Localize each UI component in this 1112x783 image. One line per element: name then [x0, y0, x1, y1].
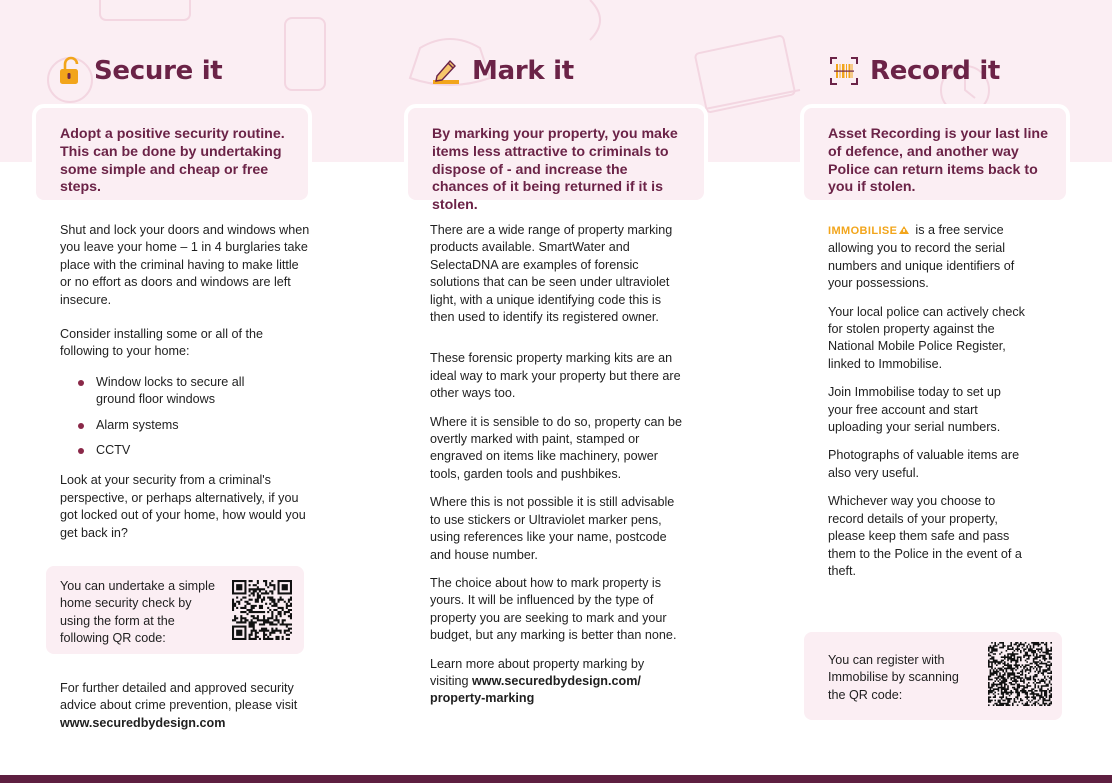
mark-para-2: These forensic property marking kits are an ideal way to mark your property but there are other ways too. [430, 351, 681, 401]
secure-qr-box [46, 566, 304, 654]
record-para-1 [828, 222, 1028, 293]
mark-intro-box [408, 108, 704, 214]
record-para-5: Whichever way you choose to record details of your property, please keep them safe and pass them to the Police in the event of a theft. [828, 494, 1022, 578]
record-intro: Asset Recording is your last line of defence, and another way Police can return items back to you if stolen. [828, 126, 1048, 196]
secure-footer-text: For further detailed and approved security advice about crime prevention, please visit [60, 681, 298, 713]
secure-header [58, 56, 222, 86]
mark-intro: By marking your property, you make items less attractive to criminals to dispose of - and increase the chances of it being returned if it is stolen. [432, 126, 678, 214]
record-para-3: Join Immobilise today to set up your free account and start uploading your serial numbers. [828, 385, 1001, 435]
record-title: Record it [870, 56, 1001, 86]
record-body [828, 222, 1028, 580]
mark-body [430, 222, 682, 708]
record-para-1-text: is a free service allowing you to record the serial numbers and unique identifiers of your possessions. [828, 223, 1015, 291]
mark-title: Mark it [472, 56, 574, 86]
record-para-2: Your local police can actively check for stolen property against the National Mobile Police Register, linked to Immobilise. [828, 304, 1025, 371]
mark-footer-text: Learn more about property marking by visiting [430, 656, 645, 688]
secure-footer-link[interactable]: www.securedbydesign.com [60, 715, 226, 730]
secure-intro-box [36, 108, 308, 200]
secure-qr-text: You can undertake a simple home security check by using the form at the following QR code: [60, 579, 215, 646]
mark-para-3: Where it is sensible to do so, property can be overtly marked with paint, stamped or engraved on items like machinery, power tools, garden tools and pushbikes. [430, 414, 683, 481]
mark-header [430, 56, 574, 86]
list-item: CCTV [60, 442, 312, 459]
mark-footer [430, 656, 682, 708]
secure-para-1: Shut and lock your doors and windows when you leave your home – 1 in 4 burglaries take place with the criminal having to make little or no effort as doors and windows are left insecure. [60, 223, 310, 307]
mark-para-1: There are a wide range of property marking products available. SmartWater and SelectaDNA are examples of forensic solutions that can be seen under ultraviolet light, with a unique identifying code this is then used to identify its registered owner. [430, 223, 673, 325]
secure-bullet-list [60, 374, 312, 460]
list-item: Alarm systems [60, 417, 312, 434]
list-item: Window locks to secure all ground floor windows [60, 374, 312, 409]
record-para-4: Photographs of valuable items are also very useful. [828, 448, 1020, 480]
record-intro-box [804, 108, 1066, 200]
secure-footer [60, 680, 312, 732]
qr-code[interactable] [988, 642, 1052, 706]
qr-code[interactable] [232, 580, 292, 640]
record-qr-box [804, 632, 1062, 720]
immobilise-logo-icon [897, 224, 911, 235]
padlock-icon [58, 56, 84, 86]
mark-footer-link[interactable]: www.securedbydesign.com/ property-marking [430, 673, 641, 706]
bottom-bar [0, 775, 1112, 783]
barcode-scan-icon [828, 56, 860, 86]
mark-para-4: Where this is not possible it is still advisable to use stickers or Ultraviolet marker pens, using references like your name, postcode and house number. [430, 495, 675, 562]
secure-title: Secure it [94, 56, 223, 86]
secure-intro: Adopt a positive security routine. This can be done by undertaking some simple and cheap or free steps. [60, 126, 285, 196]
secure-para-3: Look at your security from a criminal's perspective, or perhaps alternatively, if you got locked out of your home, how would you get back in? [60, 473, 306, 540]
secure-para-2: Consider installing some or all of the following to your home: [60, 327, 264, 359]
record-header [828, 56, 1000, 86]
immobilise-logo: IMMOBILISE [828, 225, 898, 237]
marker-pen-icon [430, 56, 462, 86]
record-qr-text: You can register with Immobilise by scanning the QR code: [828, 653, 959, 702]
secure-body [60, 222, 312, 542]
mark-para-5: The choice about how to mark property is yours. It will be influenced by the type of property you are seeking to mark and your budget, but any marking is better than none. [430, 575, 677, 643]
